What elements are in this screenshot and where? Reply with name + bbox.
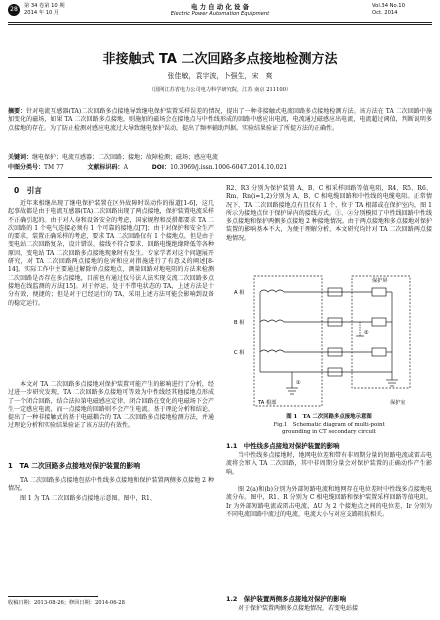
right-paragraph-4: 对于保护装置两侧多点接地情况，若变电站接	[238, 605, 359, 612]
intro-paragraph: 近年来相继出现了继电保护装置在区外故障时误动作的报道[1-6]，这几起事故都是由于电流互感器(TA)二次回路出现了两点接地，保护装置电流采样不正确引起的。由于对人身和设备安全的考虑，国家规程和反措都要求 TA 二次回路的 1 个电气连接必须有 1 个可靠的接地点[7]；由于对保护和安全生产的要求，装置正确采样的考虑，要求 TA 二次回路仅有 1 个接地点。但是由于变电站二次回路复杂，设计错误、接线不符合要求、回路电缆绝缘降低等各种原因，变电站 TA 二次回路多点接地现象时有发生。专家学者对这个问题展开研究，对 TA 二次回路两点接地的危害和应对措施进行了有意义的阐述[8-14]。实际工作中主要通过解除单点接地点，测量回路对地电阻的方法来检测二次回路是否存在多点接地，目前也有通过仪号法人法实现交流二次回路多点接地在线监测的方法[15]。对于停运、处于不带电状态的 TA，上述方法是十分有效，便捷的；但是对于已经运行的 TA，采用上述方法可能会影响到设备的稳定运行。	[8, 200, 214, 307]
volume-line: 第 34 卷第 10 期	[24, 3, 65, 9]
figure-1-caption-cn: 图 1 TA 二次回路多点接地示意图	[286, 414, 372, 420]
keywords-label: 关键词：	[8, 154, 33, 161]
fig-label-a: A 相	[234, 290, 245, 296]
classification-line	[8, 164, 432, 172]
abstract-text: 针对电流互感器(TA)二次回路多点接地导致继电保护装置采样误差的情况，提出了一种非接触式电流回路多点接地检测方法。该方法在 TA 二次回路中施加变化的磁场，如果 TA 二次回路多点接地，则施加的磁场会在接地点与中性线形成的回路中感应出电流，电流通过磁感应出电流，电流超过阈值，判断说明多点接地的存在。为了防止检测对感应电流过大导致继电保护误动，提出了频率辅助判据。实验结果验证了所提方法的正确性。	[8, 108, 432, 132]
doc-code-value: A	[123, 164, 128, 171]
header-rule	[8, 22, 432, 23]
received-date: 收稿日期：2013-08-26；修回日期：2014-06-28	[8, 600, 125, 606]
authors: 张佳敏，袁宇波，卜强生，宋 爽	[167, 72, 273, 80]
fig-label-ground-1: ①	[296, 380, 301, 386]
volume-en: Vol.34 No.10	[372, 3, 405, 9]
keywords	[8, 154, 432, 162]
fig-label-protection-room: 保护室	[390, 400, 406, 406]
abstract-rule	[8, 177, 432, 178]
keywords-text: 继电保护；电流互感器；二次回路；接地；故障检测；磁场；感应电流	[32, 154, 219, 161]
doi-value: 10.3969/j.issn.1006-6047.2014.10.021	[170, 164, 288, 171]
affiliation: （国网江苏省电力公司电力科学研究院，江苏 南京 211100）	[148, 87, 292, 93]
fig-label-protection-panel: 保护屏	[372, 278, 388, 284]
doi-label: DOI：	[151, 164, 171, 171]
abstract	[8, 108, 432, 133]
intro-paragraph-2: 本文对 TA 二次回路多点接地对保护装置可能产生的影响进行了分析，经过进一步研究发现，TA 二次回路多点接地可等效为中性线经其他接地点形成了一个闭合回路，结合法拉第电磁感应定律，闭合回路在变化的电磁场下会产生一定感应电流，而一点接地的回路则不会产生电流。基于理论分析和结论，提出了一种非接触式的基于电磁耦合的 TA 二次回路多点接地检测方法，并通过理论分析和实验结果验证了该方法的有效性。	[8, 381, 214, 430]
fig-label-b: B 相	[234, 320, 245, 326]
doc-code-label: 文献标识码：	[87, 164, 124, 171]
footnote-rule	[8, 596, 98, 597]
section-1-text-2: 图 1 为 TA 二次回路多点接地示意图。图中，R1、	[20, 495, 156, 502]
fig-label-c: C 相	[234, 350, 245, 356]
section-1-2-heading: 1.2 保护装置两侧多点接地对保护的影响	[226, 595, 346, 603]
header-rule-thin	[8, 24, 432, 25]
abstract-label: 摘要：	[8, 108, 27, 115]
fig-label-ground-2: ②	[364, 330, 369, 336]
section-1-heading: 1 TA 二次回路多点接地对保护装置的影响	[8, 462, 141, 470]
right-paragraph-3: 图 2(a)和(b)分别为外部短路电流和地网存在电位差时中性线多点接地电流分布。图中，R1、R 分别为 C 相电缆回路和保护装置采样回路等值电阻，Ir 为外部短路电流或雷击电流，ΔU 为 2 个接地点之间的电位差，Ir 分别为不同电流回路中流过的电流，电流大小与对应支路阻抗相关。	[226, 486, 432, 518]
figure-1-schematic	[232, 272, 428, 412]
right-paragraph-1: R2、R3 分别为保护装置 A、B、C 相采样回路等值电阻，R4、R5、R6、Rm、Rn(i=1,2)分别为 A、B、C 相电缆回路和中性线的电缆电阻。正常情况下，TA 二次回路接地点有且仅有 1 个，位于 TA 根部或在保护室内，图 1 所示为接地点位于保护屏内的接线方式。①、②分别模拟了中性线回路中性线多点接地和保护两侧多点接地 2 种接地情况。由于两点接地和多点接地对保护装置的影响基本不大，为便于理解分析，本文研究均针对 TA 二次回路两点接地情况。	[226, 185, 432, 242]
fig-label-ta-root: TA 根部	[258, 400, 277, 406]
journal-name-cn: 电 力 自 动 化 设 备	[190, 3, 250, 11]
section-1-1-heading: 1.1 中性线多点接地对保护装置的影响	[226, 442, 340, 450]
date-line: 2014 年 10 月	[24, 10, 60, 16]
page-number-badge: 28	[8, 4, 20, 16]
section-1-text: TA 二次回路多点接地包括中性线多点接地和保护装置两侧多点接地 2 种情况。	[8, 477, 214, 493]
clc-value: TM 77	[44, 164, 64, 171]
section-0-heading: 0 引言	[14, 186, 42, 195]
paper-title: 非接触式 TA 二次回路多点接地检测方法	[102, 52, 338, 67]
date-en: Oct. 2014	[372, 10, 398, 16]
clc-label: 中图分类号：	[8, 164, 45, 171]
journal-name-en: Electric Power Automation Equipment	[170, 11, 270, 17]
figure-1-caption-en-1: Fig.1 Schematic diagram of multi-point	[273, 422, 385, 428]
figure-1-caption-en-2: grounding in CT secondary circuit	[282, 429, 376, 435]
right-paragraph-2: 当中性线多点接地时，地网电位差和带有非周期分量的短路电流或雷击电流将会窜入 TA 二次回路，其中非周期分量会对保护装置的正确动作产生影响。	[226, 452, 432, 476]
